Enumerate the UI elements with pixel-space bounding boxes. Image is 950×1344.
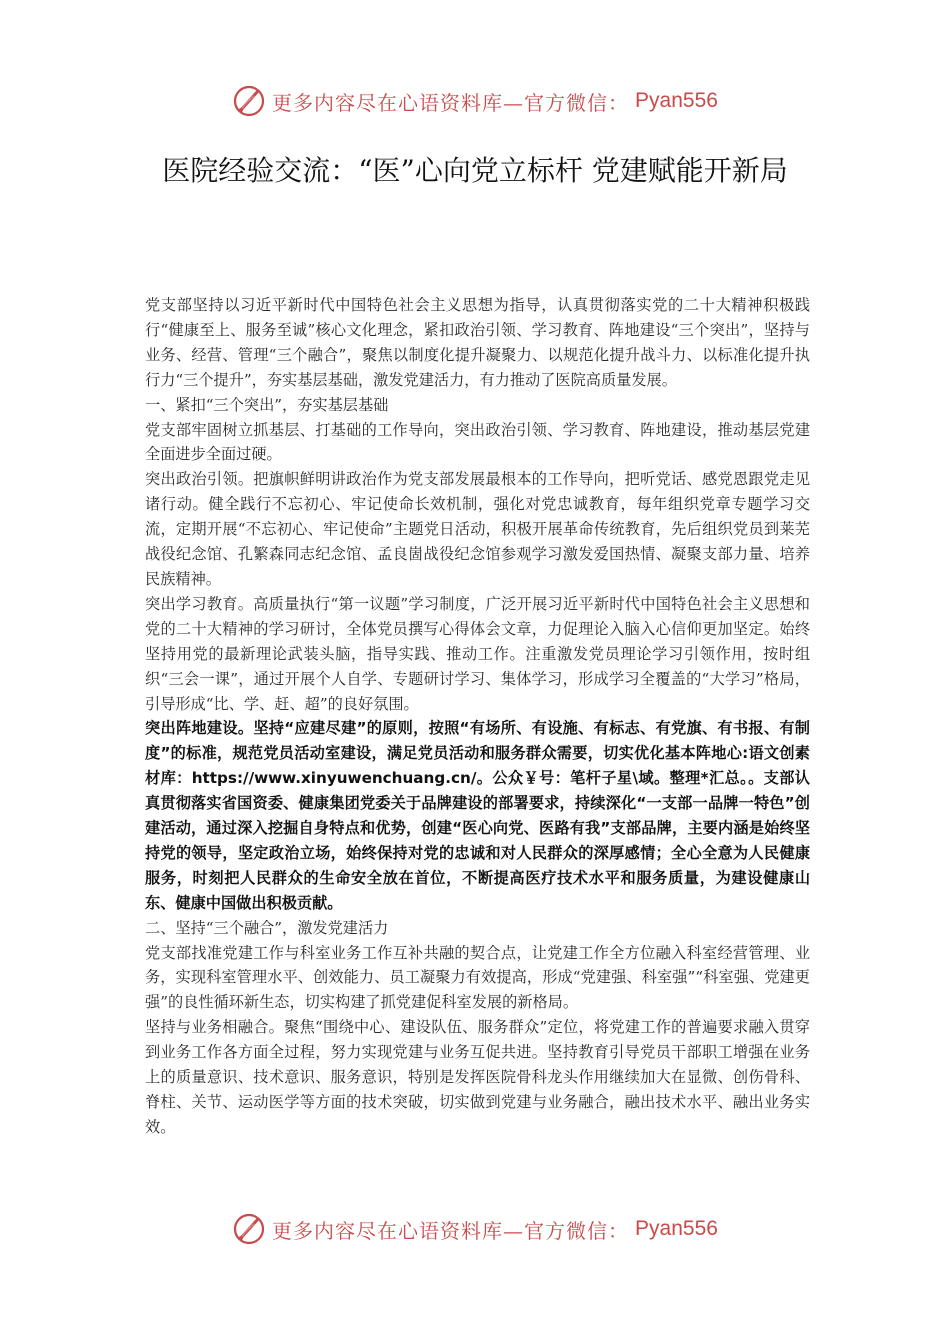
document-title: 医院经验交流：“医”心向党立标杆 党建赋能开新局 [162,154,788,187]
body-paragraph: 坚持与业务相融合。聚焦“围绕中心、建设队伍、服务群众”定位，将党建工作的普遍要求融入贯穿到业务工作各方面全过程，努力实现党建与业务互促共进。坚持教育引导党员干部职工增强在业务上的质量意识、技术意识、服务意识，特别是发挥医院骨科龙头作用继续加大在显微、创伤骨科、脊柱、关节、运动医学等方面的技术突破，切实做到党建与业务融合，融出技术水平、融出业务实效。 [145,1018,810,1136]
body-paragraph: 党支部找准党建工作与科室业务工作互补共融的契合点，让党建工作全方位融入科室经营管理、业务，实现科室管理水平、创效能力、员工凝聚力有效提高，形成“党建强、科室强”“科室强、党建更强”的良性循环新生态，切实构建了抓党建促科室发展的新格局。 [145,943,810,1012]
header-banner-wechat-id: Pyan556 [635,89,718,112]
footer-banner-wechat-id: Pyan556 [635,1217,718,1240]
bold-body-paragraph: 突出阵地建设。坚持“应建尽建”的原则，按照“有场所、有设施、有标志、有党旗、有书报、有制度”的标准，规范党员活动室建设，满足党员活动和服务群众需要，切实优化基本阵地心:语文创素材库：https://www.xinyuwenchuang.cn/。公众￥号：笔杆子星\域。整理*汇总。。支部认真贯彻落实省国资委、健康集团党委关于品牌建设的部署要求，持续深化“一支部一品牌一特色”创建活动，通过深入挖掘自身特点和优势，创建“医心向党、医路有我”支部品牌，主要内涵是始终坚持党的领导，坚定政治立场，始终保持对党的忠诚和对人民群众的深厚感情；全心全意为人民健康服务，时刻把人民群众的生命安全放在首位，不断提高医疗技术水平和服务质量，为建设健康山东、健康中国做出积极贡献。 [145,719,810,912]
document-body [145,293,810,1140]
pen-logo-icon [232,84,266,118]
body-paragraph: 突出学习教育。高质量执行“第一议题”学习制度，广泛开展习近平新时代中国特色社会主义思想和党的二十大精神的学习研讨，全体党员撰写心得体会文章，力促理论入脑入心信仰更加坚定。始终坚持用党的最新理论武装头脑，指导实践、推动工作。注重激发党员理论学习引领作用，按时组织“三会一课”，通过开展个人自学、专题研讨学习、集体学习，形成学习全覆盖的“大学习”格局，引导形成“比、学、赶、超”的良好氛围。 [145,594,810,713]
intro-paragraph: 党支部坚持以习近平新时代中国特色社会主义思想为指导，认真贯彻落实党的二十大精神积极践行“健康至上、服务至诚”核心文化理念，紧扣政治引领、学习教育、阵地建设“三个突出”，坚持与业务、经营、管理“三个融合”，聚焦以制度化提升凝聚力、以规范化提升战斗力、以标准化提升执行力“三个提升”，夯实基层基础，激发党建活力，有力推动了医院高质量发展。 [145,296,810,389]
body-paragraph: 党支部牢固树立抓基层、打基础的工作导向，突出政治引领、学习教育、阵地建设，推动基层党建全面进步全面过硬。 [145,420,810,464]
footer-banner [0,1212,950,1246]
pen-logo-icon [232,1212,266,1246]
body-paragraph: 突出政治引领。把旗帜鲜明讲政治作为党支部发展最根本的工作导向，把听党话、感党恩跟党走见诸行动。健全践行不忘初心、牢记使命长效机制，强化对党忠诚教育，每年组织党章专题学习交流，定期开展“不忘初心、牢记使命”主题党日活动，积极开展革命传统教育，先后组织党员到莱芜战役纪念馆、孔繁森同志纪念馆、孟良崮战役纪念馆参观学习激发爱国热情、凝聚支部力量、培养民族精神。 [145,470,810,588]
header-banner-text: 更多内容尽在心语资料库—官方微信： [272,90,630,115]
header-banner [0,84,950,118]
section-heading-2: 二、坚持“三个融合”，激发党建活力 [145,918,389,937]
section-heading-1: 一、紧扣“三个突出”，夯实基层基础 [145,395,389,414]
footer-banner-text: 更多内容尽在心语资料库—官方微信： [272,1218,630,1243]
